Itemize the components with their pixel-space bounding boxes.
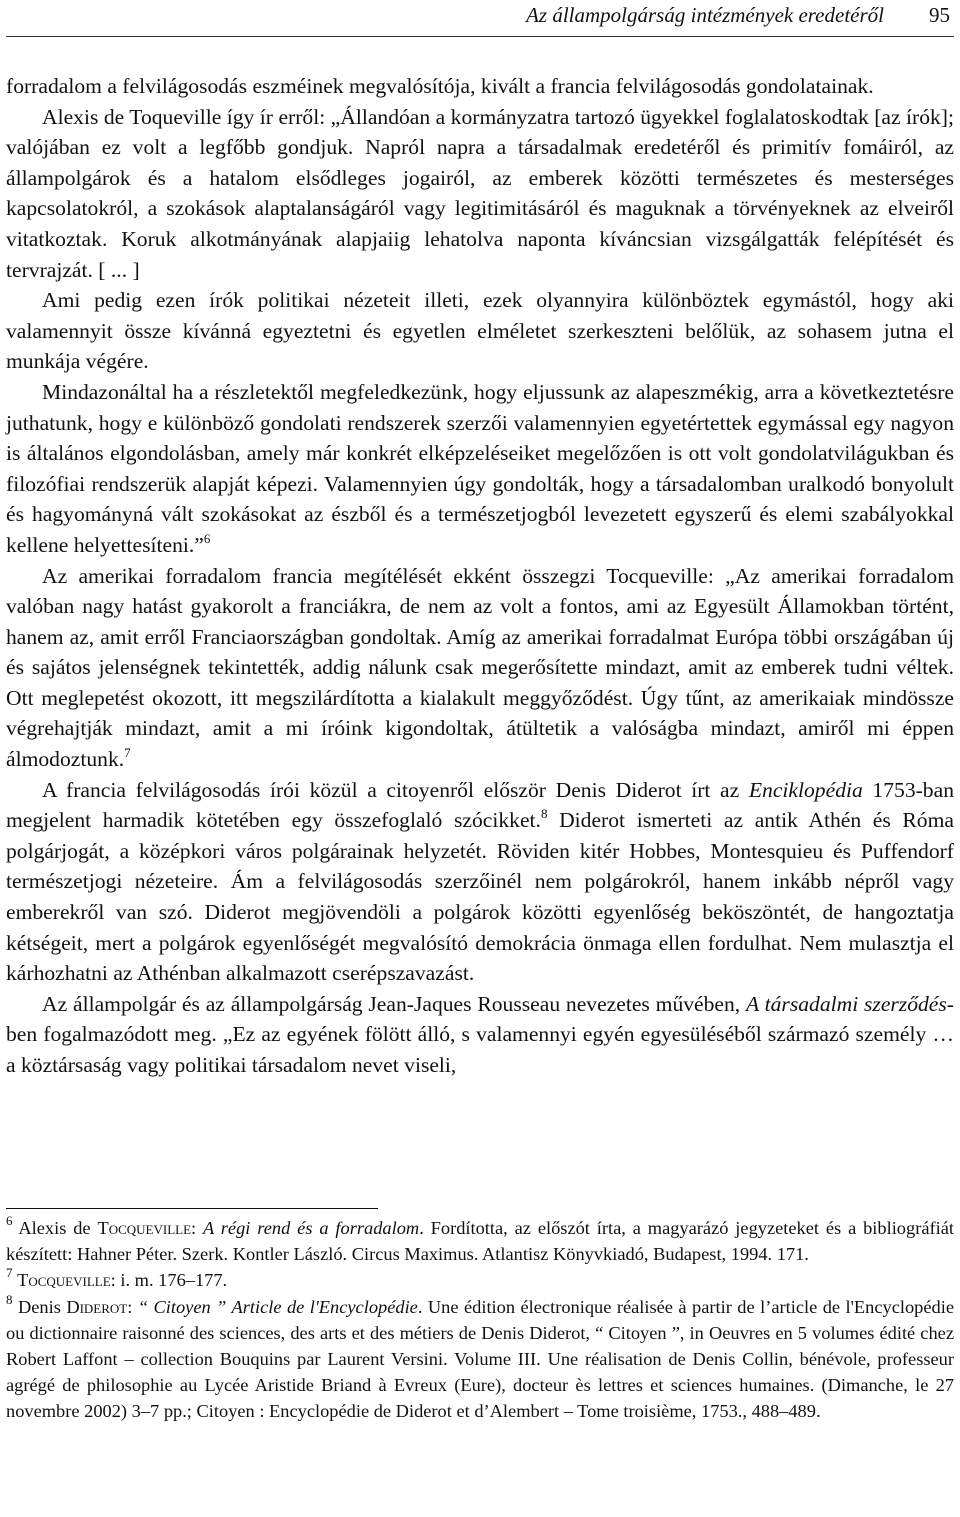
paragraph bbox=[6, 989, 954, 1081]
footnote-number: 6 bbox=[6, 1213, 13, 1228]
paragraph bbox=[6, 775, 954, 989]
footnote-ref-6[interactable]: 6 bbox=[203, 530, 211, 546]
italic-title: “ Citoyen ” Article de l'Encyclopédie bbox=[137, 1296, 418, 1317]
paragraph: Ami pedig ezen írók politikai nézeteit illeti, ezek olyannyira különböztek egymástól, hogy aki valamennyit össze kívánná egyeztetni és egyetlen elméletet szerkeszteni belőlük, az sohasem jutna el munkája végére. bbox=[6, 288, 954, 374]
footnote-text: Alexis de bbox=[18, 1218, 98, 1238]
paragraph-text: Mindazonáltal ha a részletektől megfeledkezünk, hogy eljussunk az alapeszmékig, arra a következtetésre juthatunk, hogy e különböző gondolati rendszerek szerzői valamennyien egyetértettek egymással egy nagyon is általános elgondolásban, amely már konkrét elképzeléseiket megelőzően is ott volt gondolatvilágukban és filozófiai rendszerük alapját képezi. Valamennyien úgy gondolták, hogy a társadalomban uralkodó bonyolult és hagyományná vált szokásokat az észből és a természetjogból levezetett egyszerű és elemi szabályokkal kellene helyettesíteni.” bbox=[6, 379, 954, 557]
footnotes bbox=[6, 1215, 954, 1425]
italic-title: Enciklopédia bbox=[748, 777, 863, 802]
paragraph: Alexis de Toqueville így ír erről: „Állandóan a kormányzatra tartozó ügyekkel foglalatoskodtak [az írók]; valójában ez volt a legfőbb gondjuk. Napról napra a társadalmak eredetéről és primitív fomáiról, az állampolgárok és a hatalom elsődleges jogairól, az emberek közötti természetes és mesterséges kapcsolatokról, a szokások alaptalanságáról vagy legitimitásáról és maguknak a törvényeknek az elveiről vitatkoztak. Koruk alkotmányának alapjaiig lehatolva naponta kíváncsian vizsgálgatták felépítését és tervrajzát. [ ... ] bbox=[6, 104, 954, 282]
author-name: Diderot bbox=[66, 1296, 128, 1317]
italic-title: A társadalmi szerződés bbox=[746, 991, 947, 1016]
paragraph-text: -ben fogalmazódott meg. „Ez az egyének fölött álló, s valamennyi egyén egyesüléséből származó személy … a köztársaság vagy politikai társadalom nevet viseli, bbox=[6, 991, 954, 1077]
author-name: Tocqueville bbox=[97, 1218, 192, 1238]
paragraph-text: Diderot ismerteti az antik Athén és Róma polgárjogát, a középkori város polgárainak helyzetét. Röviden kitér Hobbes, Montesquieu és Puffendorf természetjogi nézeteire. Ám a felvilágosodás szerzőinél nem polgárokról, hanem inkább népről vagy emberekről van szó. Diderot megjövendöli a polgárok közötti egyenlőség beköszöntét, de hangoztatja kétségeit, mert a polgárok egyenlőségét megvalósító demokrácia önmaga ellen fordulhat. Nem mulasztja el kárhozhatni az Athénban alkalmazott cserépszavazást. bbox=[6, 808, 954, 986]
running-header bbox=[6, 0, 954, 37]
paragraph bbox=[6, 561, 954, 775]
paragraph-text: A francia felvilágosodás írói közül a citoyenről először Denis Diderot írt az bbox=[42, 777, 749, 802]
italic-title: A régi rend és a forradalom bbox=[203, 1218, 420, 1238]
footnote-number: 8 bbox=[6, 1291, 13, 1307]
footnote-text: : bbox=[191, 1218, 204, 1238]
footnote-text: . Fordította, az előszót írta, a magyarázó jegyzeteket és a bibliográfiát készített: Hahner Péter. Szerk. Kontler László. Circus Maximus. Atlantisz Könyvkiadó, Budapest, 1994. 171. bbox=[6, 1218, 954, 1265]
footnote-ref-8[interactable]: 8 bbox=[540, 806, 548, 822]
footnote-text: : i. m. 176–177. bbox=[110, 1270, 228, 1291]
footnote-text: . Une édition électronique réalisée à partir de l’article de l'Encyclopédie ou dictionnaire raisonné des sciences, des arts et des métiers de Denis Diderot, “ Citoyen ”, in Oeuvres en 5 volumes édité chez Robert Laffont – collection Bouquins par Laurent Versini. Volume III. Une réalisation de Denis Collin, bénévole, professeur agrégé de philosophie au Lycée Aristide Briand à Evreux (Eure), docteur ès lettres et sciences humaines. (Dimanche, le 27 novembre 2002) 3–7 pp.; Citoyen : Encyclopédie de Diderot et d’Alembert – Tome troisième, 1753., 488–489. bbox=[6, 1296, 954, 1422]
footnote-6 bbox=[6, 1215, 954, 1267]
footnote-text: Denis bbox=[17, 1296, 67, 1317]
footnote-ref-7[interactable]: 7 bbox=[124, 745, 131, 761]
footnote-divider bbox=[6, 1208, 378, 1209]
paragraph-text: Az amerikai forradalom francia megítélését ekként összegzi Tocqueville: „Az amerikai forradalom valóban nagy hatást gyakorolt a franciákra, de nem az volt a fontos, ami az Egyesült Államokban történt, hanem az, amit erről Franciaországban gondoltak. Amíg az amerikai forradalmat Európa többi országában új és sajátos jelenségnek tekintették, addig nálunk csak megerősítette mindazt, amit az emberek tudni véltek. Ott meglepetést okozott, itt megszilárdította a kialakult meggyőződést. Úgy tűnt, az amerikaiak mindössze végrehajtják mindazt, amit a mi íróink kigondoltak, átültetik a valóságba mindazt, amiről mi éppen álmodoztunk. bbox=[6, 563, 954, 772]
running-title: Az állampolgárság intézmények eredetéről bbox=[526, 3, 884, 27]
author-name: Tocqueville bbox=[17, 1270, 111, 1291]
paragraph: forradalom a felvilágosodás eszméinek megvalósítója, kivált a francia felvilágosodás gondolatainak. bbox=[6, 74, 874, 98]
footnote-number: 7 bbox=[6, 1265, 13, 1281]
paragraph-text: Az állampolgár és az állampolgárság Jean-Jaques Rousseau nevezetes művében, bbox=[42, 991, 747, 1016]
footnote-text: : bbox=[127, 1296, 138, 1317]
paragraph-text: 1753-ban megjelent harmadik kötetében egy összefoglaló szócikket. bbox=[6, 777, 954, 833]
paragraph bbox=[6, 377, 954, 561]
footnote-7 bbox=[6, 1267, 954, 1293]
page-number: 95 bbox=[929, 3, 950, 27]
body-text bbox=[6, 71, 954, 1081]
footnote-8 bbox=[6, 1291, 954, 1425]
